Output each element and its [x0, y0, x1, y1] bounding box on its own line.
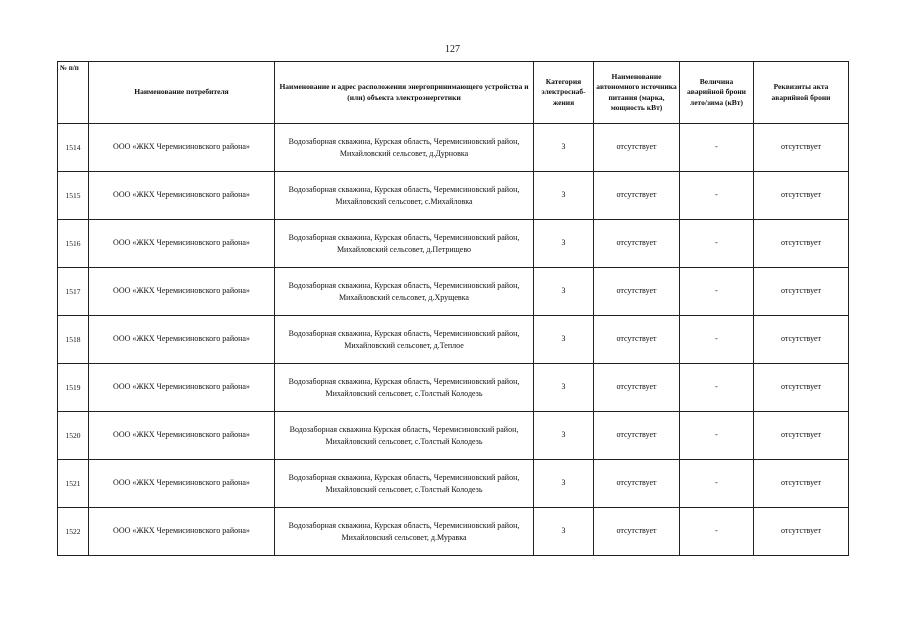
cell-act: отсутствует [754, 220, 849, 268]
cell-reserve: - [680, 364, 754, 412]
page-number: 127 [445, 44, 460, 55]
cell-reserve: - [680, 316, 754, 364]
cell-consumer: ООО «ЖКХ Черемисиновского района» [89, 220, 275, 268]
cell-act: отсутствует [754, 316, 849, 364]
cell-number: 1517 [58, 268, 89, 316]
cell-address: Водозаборная скважина, Курская область, Черемисиновский район, Михайловский сельсовет, д.Хрущевка [275, 268, 534, 316]
cell-act: отсутствует [754, 460, 849, 508]
cell-category: 3 [534, 508, 594, 556]
cell-reserve: - [680, 508, 754, 556]
table-body [58, 124, 849, 556]
cell-number: 1521 [58, 460, 89, 508]
table-row [58, 268, 849, 316]
cell-consumer: ООО «ЖКХ Черемисиновского района» [89, 268, 275, 316]
cell-category: 3 [534, 220, 594, 268]
header-address: Наименование и адрес расположения энергопринимающего устройства и (или) объекта электроэнергетики [275, 62, 534, 124]
cell-act: отсутствует [754, 364, 849, 412]
cell-number: 1514 [58, 124, 89, 172]
table-row [58, 316, 849, 364]
cell-power-source: отсутствует [594, 364, 680, 412]
cell-number: 1520 [58, 412, 89, 460]
cell-address: Водозаборная скважина Курская область, Черемисиновский район, Михайловский сельсовет, с.Толстый Колодезь [275, 412, 534, 460]
cell-category: 3 [534, 124, 594, 172]
cell-reserve: - [680, 460, 754, 508]
cell-consumer: ООО «ЖКХ Черемисиновского района» [89, 508, 275, 556]
cell-act: отсутствует [754, 268, 849, 316]
cell-address: Водозаборная скважина, Курская область, Черемисиновский район, Михайловский сельсовет, д.Муравка [275, 508, 534, 556]
cell-power-source: отсутствует [594, 172, 680, 220]
table-row [58, 172, 849, 220]
cell-category: 3 [534, 412, 594, 460]
cell-consumer: ООО «ЖКХ Черемисиновского района» [89, 172, 275, 220]
cell-consumer: ООО «ЖКХ Черемисиновского района» [89, 412, 275, 460]
cell-act: отсутствует [754, 172, 849, 220]
cell-reserve: - [680, 172, 754, 220]
cell-power-source: отсутствует [594, 508, 680, 556]
cell-act: отсутствует [754, 508, 849, 556]
header-category: Категория электроснаб-жения [534, 62, 594, 124]
cell-address: Водозаборная скважина, Курская область, Черемисиновский район, Михайловский сельсовет, д.Дурновка [275, 124, 534, 172]
cell-act: отсутствует [754, 124, 849, 172]
table-row [58, 124, 849, 172]
table-row [58, 364, 849, 412]
cell-reserve: - [680, 268, 754, 316]
cell-category: 3 [534, 268, 594, 316]
cell-number: 1519 [58, 364, 89, 412]
cell-number: 1518 [58, 316, 89, 364]
cell-consumer: ООО «ЖКХ Черемисиновского района» [89, 460, 275, 508]
cell-power-source: отсутствует [594, 220, 680, 268]
cell-consumer: ООО «ЖКХ Черемисиновского района» [89, 364, 275, 412]
cell-address: Водозаборная скважина, Курская область, Черемисиновский район, Михайловский сельсовет, с.Михайловка [275, 172, 534, 220]
header-power-source: Наименование автономного источника питания (марка, мощность кВт) [594, 62, 680, 124]
header-consumer: Наименование потребителя [89, 62, 275, 124]
cell-address: Водозаборная скважина, Курская область, Черемисиновский район, Михайловский сельсовет, с.Толстый Колодезь [275, 364, 534, 412]
cell-power-source: отсутствует [594, 268, 680, 316]
cell-reserve: - [680, 124, 754, 172]
table-row [58, 460, 849, 508]
cell-category: 3 [534, 316, 594, 364]
table-header-row [58, 62, 849, 124]
cell-category: 3 [534, 460, 594, 508]
header-number: № п/п [58, 62, 89, 124]
consumer-registry-table [57, 61, 849, 556]
cell-consumer: ООО «ЖКХ Черемисиновского района» [89, 124, 275, 172]
cell-reserve: - [680, 220, 754, 268]
cell-consumer: ООО «ЖКХ Черемисиновского района» [89, 316, 275, 364]
cell-act: отсутствует [754, 412, 849, 460]
cell-power-source: отсутствует [594, 316, 680, 364]
table-row [58, 412, 849, 460]
cell-power-source: отсутствует [594, 460, 680, 508]
cell-power-source: отсутствует [594, 412, 680, 460]
header-reserve: Величина аварийной брони лето/зима (кВт) [680, 62, 754, 124]
cell-address: Водозаборная скважина, Курская область, Черемисиновский район, Михайловский сельсовет, д.Теплое [275, 316, 534, 364]
cell-number: 1515 [58, 172, 89, 220]
cell-power-source: отсутствует [594, 124, 680, 172]
cell-reserve: - [680, 412, 754, 460]
cell-number: 1522 [58, 508, 89, 556]
table-row [58, 508, 849, 556]
table-row [58, 220, 849, 268]
cell-category: 3 [534, 364, 594, 412]
cell-category: 3 [534, 172, 594, 220]
cell-address: Водозаборная скважина, Курская область, Черемисиновский район, Михайловский сельсовет, с.Толстый Колодезь [275, 460, 534, 508]
header-act: Реквизиты акта аварийной брони [754, 62, 849, 124]
cell-number: 1516 [58, 220, 89, 268]
cell-address: Водозаборная скважина, Курская область, Черемисиновский район, Михайловский сельсовет, д.Петрищево [275, 220, 534, 268]
